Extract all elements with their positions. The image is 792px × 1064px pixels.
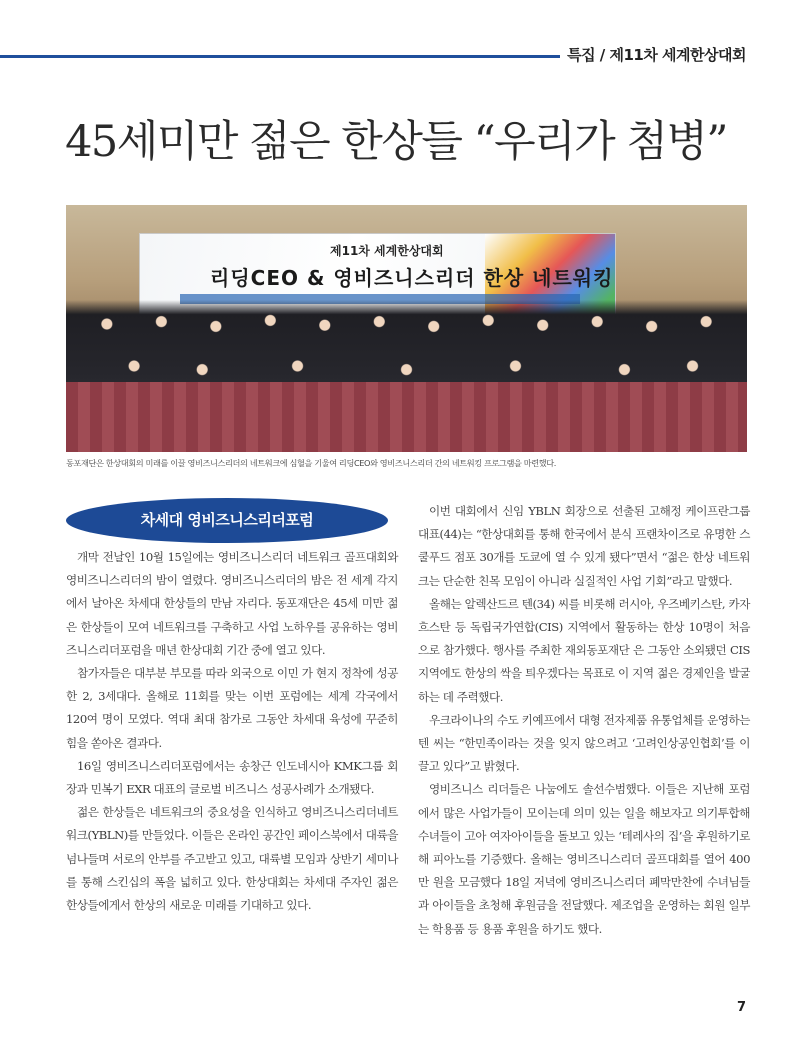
paragraph: 참가자들은 대부분 부모를 따라 외국으로 이민 가 현지 정착에 성공한 2, 3세대다. 올해로 11회를 맞는 이번 포럼에는 세계 각국에서 120여 명이 모였다. 역대 최대 참가로 그동안 차세대 육성에 꾸준히 힘을 쏟아온 결과다. (66, 666, 398, 750)
paragraph: 우크라이나의 수도 키예프에서 대형 전자제품 유통업체를 운영하는 텐 씨는 “한민족이라는 것을 잊지 않으려고 ‘고려인상공인협회’를 이끌고 있다”고 밝혔다. (418, 712, 750, 774)
article-column-left (66, 546, 398, 917)
article-headline: 45세미만 젊은 한상들 “우리가 첨병” (65, 117, 727, 167)
subhead-title: 차세대 영비즈니스리더포럼 (140, 511, 314, 529)
paragraph: 개막 전날인 10월 15일에는 영비즈니스리더 네트워크 골프대회와 영비즈니스리더의 밤이 열렸다. 영비즈니스리더의 밤은 전 세계 각지에서 날아온 차세대 한상들의 만남 자리다. 동포재단은 45세 미만 젊은 한상들이 모여 네트워크를 구축하고 사업 노하우를 공유하는 영비즈니스리더포럼을 매년 한상대회 기간 중에 열고 있다. (66, 550, 398, 657)
page-number: 7 (736, 1000, 746, 1015)
paragraph: 올해는 알렉산드르 텐(34) 씨를 비롯해 러시아, 우즈베키스탄, 카자흐스탄 등 독립국가연합(CIS) 지역에서 활동하는 한상 10명이 처음으로 참가했다. 행사를 주최한 재외동포재단 은 그동안 소외됐던 CIS 지역에도 한상의 싹을 틔우겠다는 목표로 이 지역 젊은 경제인을 발굴하는 데 주력했다. (418, 596, 750, 704)
photo-carpet (66, 382, 747, 452)
header-rule (0, 55, 560, 58)
section-label: 특집 / 제11차 세계한상대회 (567, 46, 746, 64)
banner-logo-text: 제11차 세계한상대회 (330, 244, 444, 258)
paragraph: 젊은 한상들은 네트워크의 중요성을 인식하고 영비즈니스리더네트워크(YBLN)를 만들었다. 이들은 온라인 공간인 페이스북에서 대륙을 넘나들며 서로의 안부를 주고받고 있고, 대륙별 모임과 상반기 세미나를 통해 스킨십의 폭을 넓히고 있다. 한상대회는 차세대 주자인 젊은 한상들에게서 한상의 새로운 미래를 기대하고 있다. (66, 805, 398, 913)
event-photo (66, 205, 747, 452)
article-column-right (418, 500, 750, 941)
paragraph: 이번 대회에서 신임 YBLN 회장으로 선출된 고해정 케이프란그룹 대표(44)는 “한상대회를 통해 한국에서 분식 프랜차이즈로 유명한 스쿨푸드 점포 30개를 도쿄에 열 수 있게 됐다”면서 “젊은 한상 네트워크는 단순한 친목 모임이 아니라 실질적인 사업 기회”라고 말했다. (418, 504, 750, 588)
photo-caption: 동포재단은 한상대회의 미래를 이끌 영비즈니스리더의 네트워크에 심혈을 기울여 리딩CEO와 영비즈니스리더 간의 네트워킹 프로그램을 마련했다. (66, 458, 557, 468)
banner-title: 리딩CEO & 영비즈니스리더 한상 네트워킹 (210, 266, 614, 290)
paragraph: 16일 영비즈니스리더포럼에서는 송창근 인도네시아 KMK그룹 회장과 민복기 EXR 대표의 글로벌 비즈니스 성공사례가 소개됐다. (66, 758, 398, 797)
paragraph: 영비즈니스 리더들은 나눔에도 솔선수범했다. 이들은 지난해 포럼에서 많은 사업가들이 모이는데 의미 있는 일을 해보자고 의기투합해 수녀들이 고아 여자아이들을 돌보고 있는 ‘테레사의 집’을 후원하기로 해 피아노를 기증했다. 올해는 영비즈니스리더 골프대회를 열어 400만 원을 모금했다 18일 저녁에 영비즈니스리더 폐막만찬에 수녀님들과 아이들을 초청해 후원금을 전달했다. 제조업을 운영하는 회원 일부는 학용품 등 용품 후원을 하기도 했다. (418, 782, 750, 936)
